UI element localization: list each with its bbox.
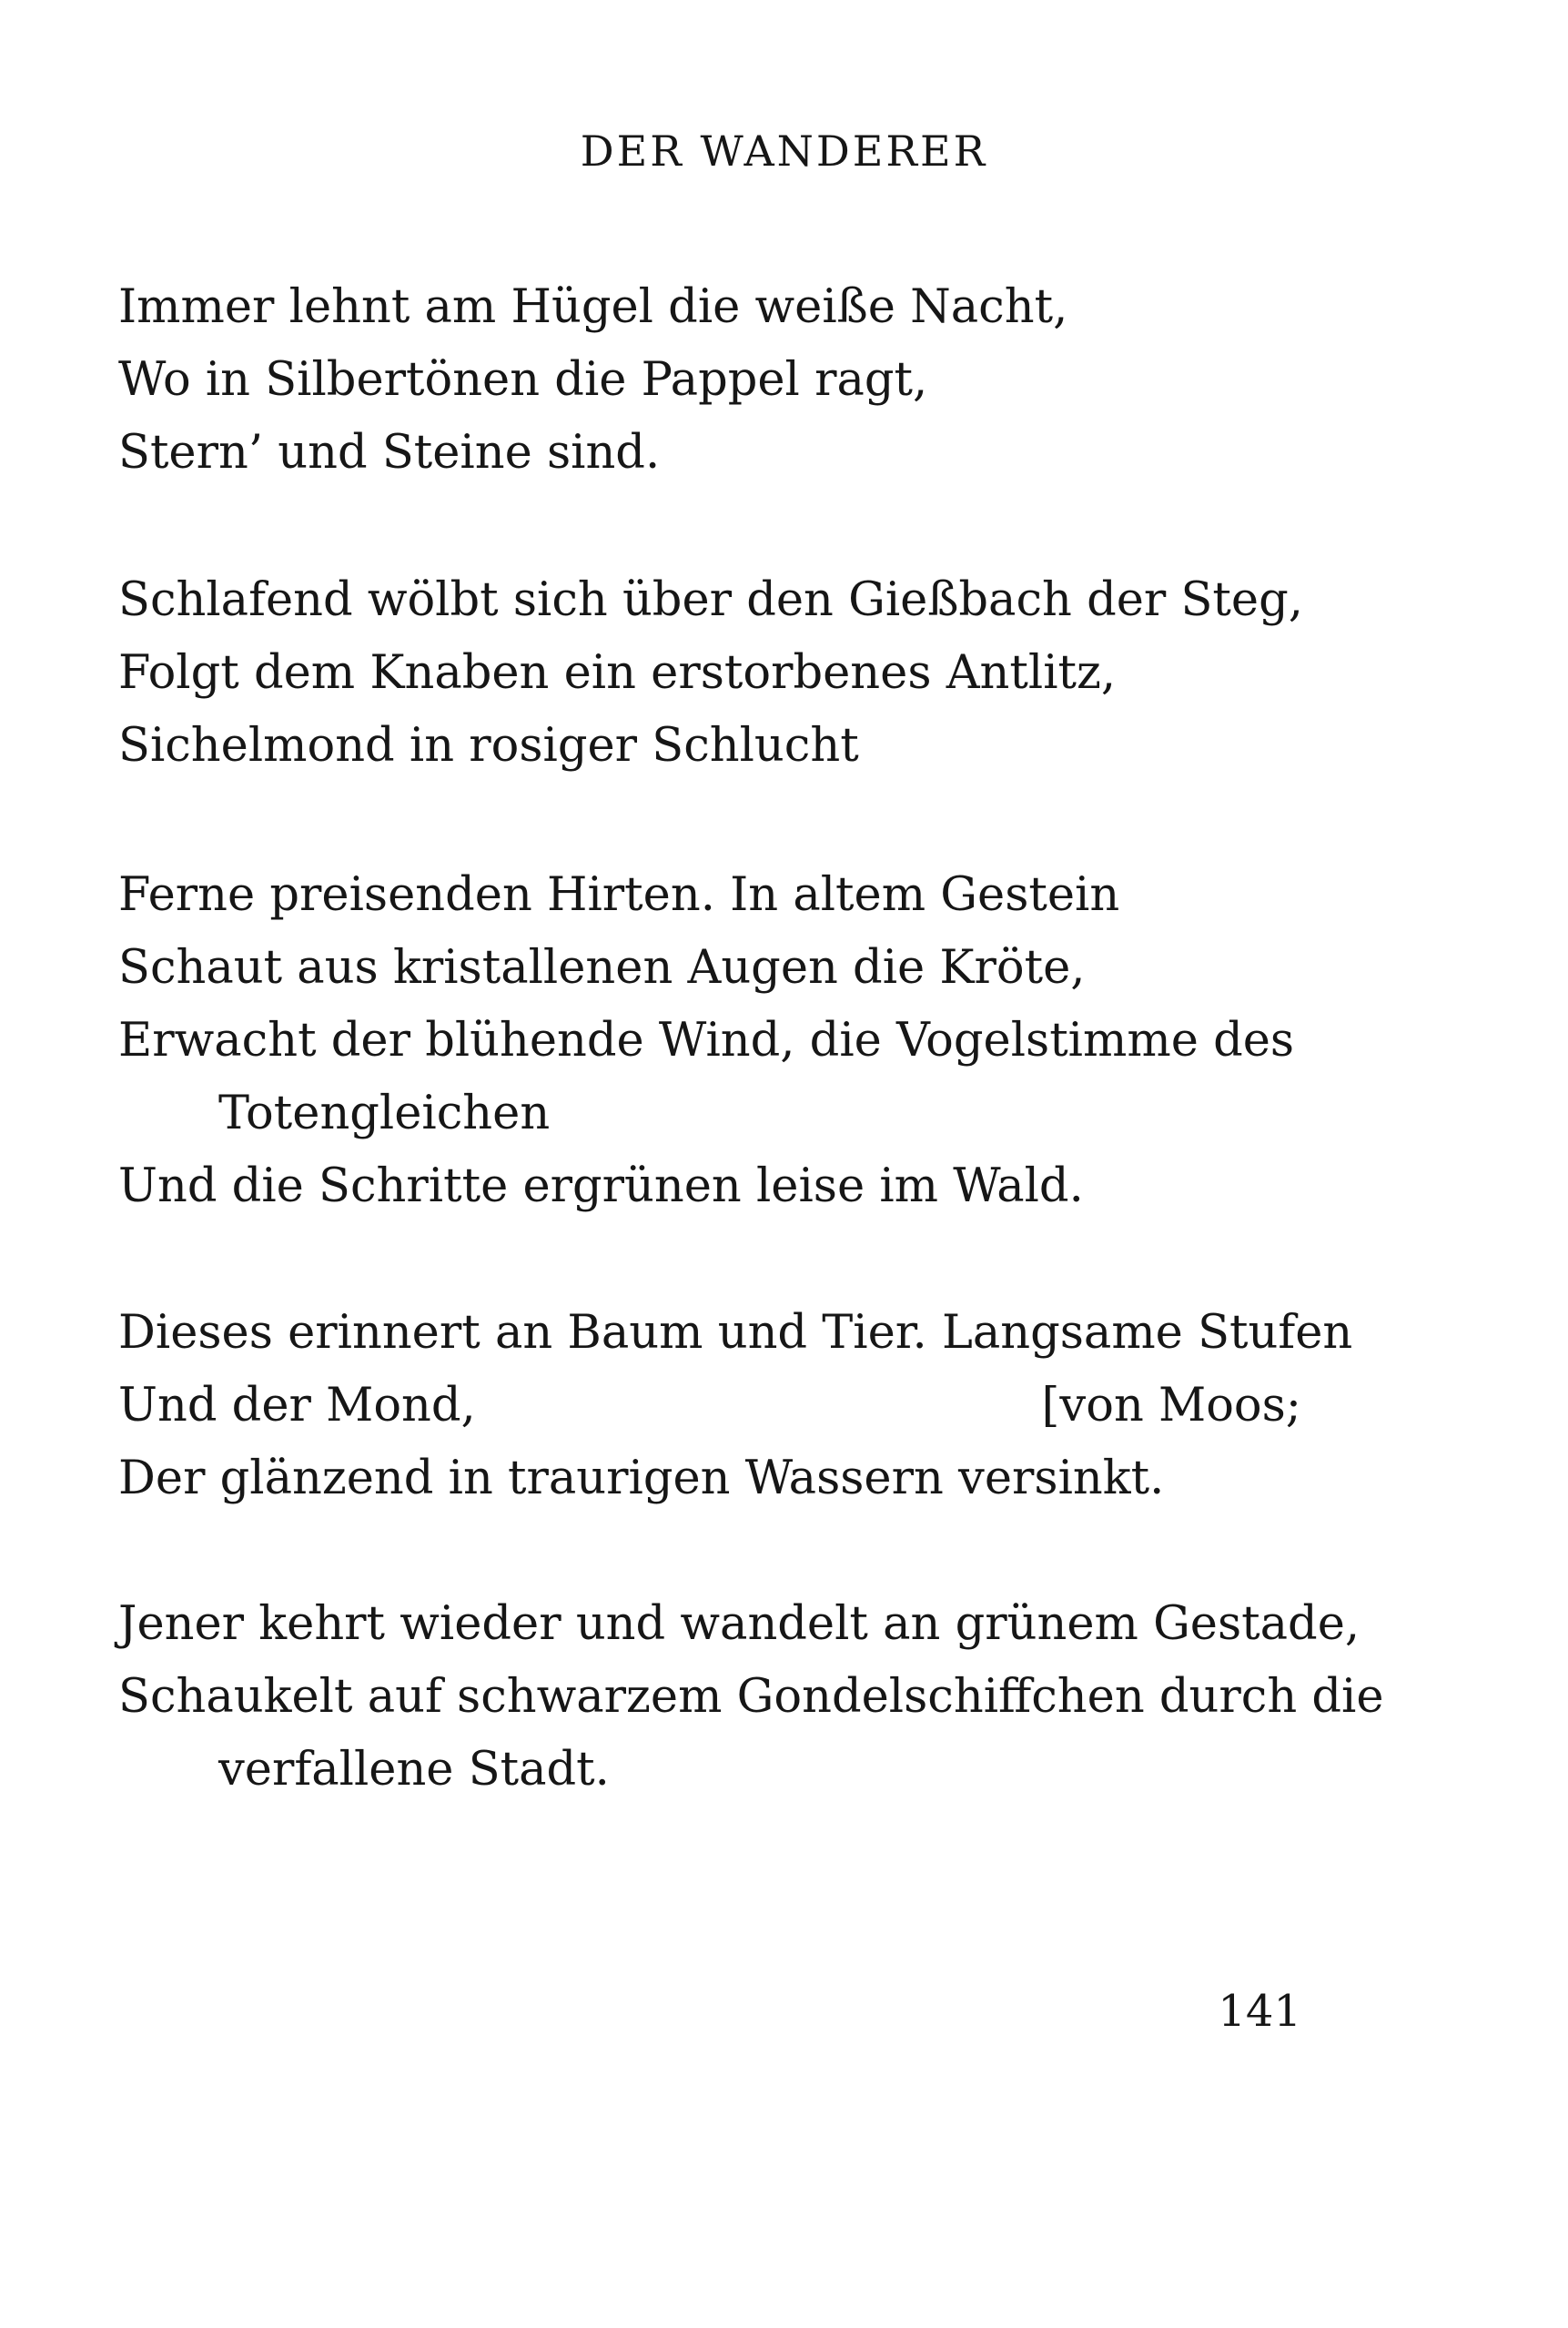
verse-line: Jener kehrt wieder und wandelt an grünem Gestade,: [118, 1597, 1361, 1651]
stanza-3: [118, 859, 1301, 1223]
verse-line: Schaut aus kristallenen Augen die Kröte,: [118, 941, 1086, 995]
verse-line: Folgt dem Knaben ein erstorbenes Antlitz,: [118, 646, 1117, 700]
verse-line: Schlafend wölbt sich über den Gießbach der Steg,: [118, 573, 1303, 627]
verse-line: Sichelmond in rosiger Schlucht: [118, 719, 859, 773]
verse-line: Erwacht der blühende Wind, die Vogelstimme des: [118, 1014, 1295, 1068]
verse-line: Und der Mond,: [118, 1379, 476, 1432]
verse-line-with-carryover: [118, 1370, 1301, 1442]
verse-line: Stern’ und Steine sind.: [118, 426, 661, 480]
verse-line: Immer lehnt am Hügel die weiße Nacht,: [118, 280, 1068, 334]
verse-line: Wo in Silbertönen die Pappel ragt,: [118, 353, 928, 407]
verse-line-continuation: verfallene Stadt.: [218, 1743, 610, 1797]
poem-title: DER WANDERER: [580, 127, 988, 176]
verse-line: Schaukelt auf schwarzem Gondelschiffchen durch die: [118, 1670, 1384, 1724]
verse-line: Dieses erinnert an Baum und Tier. Langsame Stufen: [118, 1306, 1353, 1360]
verse-line: Der glänzend in traurigen Wassern versinkt.: [118, 1452, 1165, 1505]
verse-line: Und die Schritte ergrünen leise im Wald.: [118, 1159, 1084, 1213]
page-number: 141: [1218, 1986, 1301, 2037]
verse-carryover: [von Moos;: [1041, 1379, 1301, 1432]
stanza-5: [118, 1588, 1384, 1807]
verse-line: Ferne preisenden Hirten. In altem Gestein: [118, 868, 1120, 922]
stanza-4: [118, 1297, 1353, 1515]
stanza-2: [118, 564, 1301, 783]
verse-line-continuation: Totengleichen: [218, 1087, 551, 1140]
stanza-1: [118, 271, 1301, 490]
